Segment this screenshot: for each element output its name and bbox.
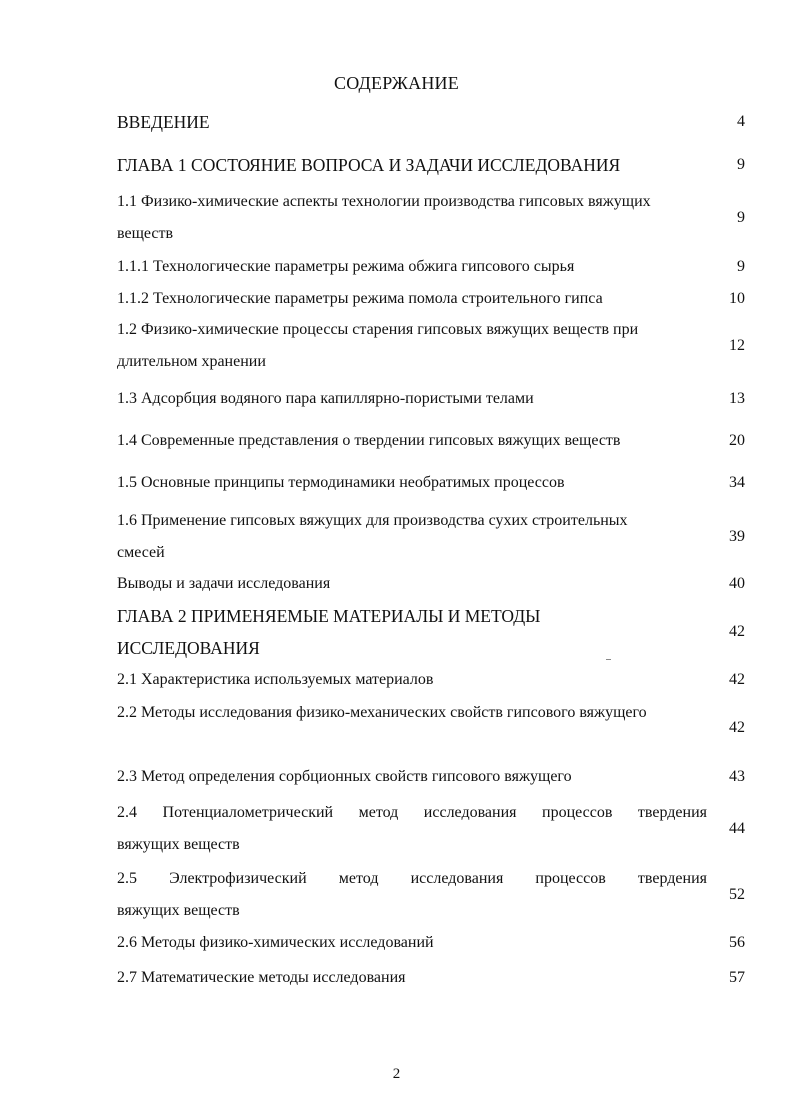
toc-entry-text: 2.6 Методы физико-химических исследований bbox=[117, 934, 434, 951]
toc-entry-page: 9 bbox=[737, 209, 745, 226]
toc-entry bbox=[117, 467, 745, 499]
toc-entry-text bbox=[117, 863, 707, 927]
toc-entry-page: 9 bbox=[737, 156, 745, 173]
toc-entry-page: 42 bbox=[729, 623, 745, 640]
toc-entry bbox=[117, 106, 745, 138]
toc-entry bbox=[117, 505, 745, 569]
toc-entry bbox=[117, 568, 745, 600]
toc-entry-page: 20 bbox=[729, 432, 745, 449]
toc-entry bbox=[117, 314, 745, 378]
toc-entry-text bbox=[117, 797, 707, 861]
toc-entry bbox=[117, 251, 745, 283]
toc-entry-page: 10 bbox=[729, 290, 745, 307]
toc-entry bbox=[117, 797, 745, 861]
toc-entry-text-line1: 2.4 Потенциалометрический метод исследования процессов твердения bbox=[117, 804, 707, 821]
toc-entry-text: 1.1.2 Технологические параметры режима помола строительного гипса bbox=[117, 290, 603, 307]
toc-entry bbox=[117, 761, 745, 793]
toc-entry-text-line2: вяжущих веществ bbox=[117, 836, 240, 853]
toc-entry-page: 52 bbox=[729, 886, 745, 903]
toc-entry-page: 44 bbox=[729, 820, 745, 837]
toc-entry-page: 9 bbox=[737, 258, 745, 275]
toc-entry bbox=[117, 383, 745, 415]
toc-entry-page: 42 bbox=[729, 719, 745, 736]
toc-entry-text: Выводы и задачи исследования bbox=[117, 575, 331, 592]
toc-entry-text: 1.6 Применение гипсовых вяжущих для производства сухих строительных смесей bbox=[117, 512, 628, 561]
toc-entry-text: 2.7 Математические методы исследования bbox=[117, 969, 406, 986]
toc-entry bbox=[117, 149, 745, 181]
toc-entry-text: 1.5 Основные принципы термодинамики необратимых процессов bbox=[117, 474, 565, 491]
toc-entry-text-line1: 2.5 Электрофизический метод исследования процессов твердения bbox=[117, 870, 707, 887]
toc-entry-page: 57 bbox=[729, 969, 745, 986]
toc-entry bbox=[117, 962, 745, 994]
toc-entry bbox=[117, 863, 745, 927]
toc-entry bbox=[117, 664, 745, 696]
toc-entry-text: 1.1 Физико-химические аспекты технологии производства гипсовых вяжущих веществ bbox=[117, 193, 651, 242]
toc-entry-text: 1.4 Современные представления о твердении гипсовых вяжущих веществ bbox=[117, 432, 621, 449]
toc-entry-page: 34 bbox=[729, 474, 745, 491]
toc-entry-text: 2.3 Метод определения сорбционных свойств гипсового вяжущего bbox=[117, 768, 572, 785]
toc-entry bbox=[117, 600, 745, 664]
toc-entry-page: 42 bbox=[729, 671, 745, 688]
toc-entry-text: ВВЕДЕНИЕ bbox=[117, 112, 210, 132]
toc-entry-text: 1.3 Адсорбция водяного пара капиллярно-пористыми телами bbox=[117, 390, 534, 407]
toc-entry-page: 39 bbox=[729, 528, 745, 545]
toc-entry bbox=[117, 697, 745, 736]
toc-entry-text: 2.1 Характеристика используемых материалов bbox=[117, 671, 434, 688]
toc-entry-text: 2.2 Методы исследования физико-механических свойств гипсового вяжущего bbox=[117, 704, 647, 721]
toc-entry-page: 43 bbox=[729, 768, 745, 785]
toc-entry bbox=[117, 283, 745, 315]
toc-entry-text: 1.2 Физико-химические процессы старения гипсовых вяжущих веществ при длительном хранении bbox=[117, 321, 639, 370]
toc-entry-page: 56 bbox=[729, 934, 745, 951]
toc-entry-page: 4 bbox=[737, 113, 745, 130]
toc-entry-page: 12 bbox=[729, 337, 745, 354]
toc-entry-page: 13 bbox=[729, 390, 745, 407]
toc-entry bbox=[117, 186, 745, 250]
page-number: 2 bbox=[392, 1066, 401, 1082]
toc-entry-text-line2: вяжущих веществ bbox=[117, 902, 240, 919]
toc-entry-text: 1.1.1 Технологические параметры режима обжига гипсового сырья bbox=[117, 258, 575, 275]
toc-entry bbox=[117, 425, 745, 457]
toc-entry bbox=[117, 927, 745, 959]
scan-speck bbox=[606, 659, 611, 660]
toc-entry-page: 40 bbox=[729, 575, 745, 592]
toc-entry-text: ГЛАВА 2 ПРИМЕНЯЕМЫЕ МАТЕРИАЛЫ И МЕТОДЫ ИССЛЕДОВАНИЯ bbox=[117, 606, 541, 658]
page-title: СОДЕРЖАНИЕ bbox=[334, 73, 459, 93]
toc-entry-text: ГЛАВА 1 СОСТОЯНИЕ ВОПРОСА И ЗАДАЧИ ИССЛЕДОВАНИЯ bbox=[117, 155, 621, 175]
